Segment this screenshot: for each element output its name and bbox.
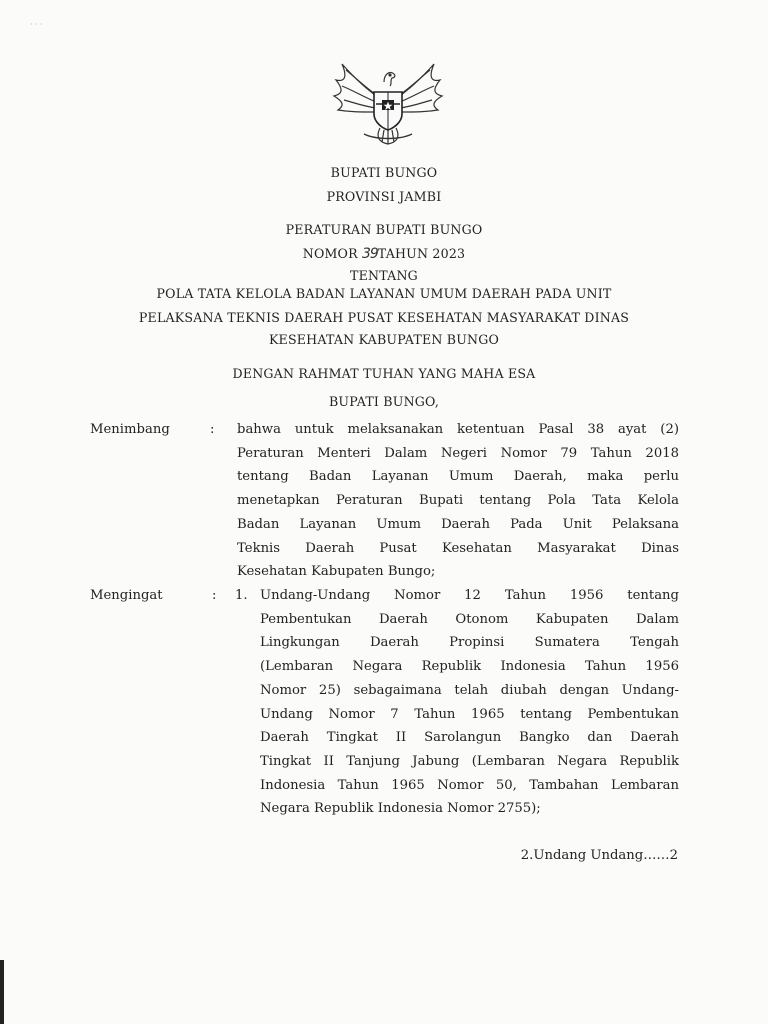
- mengingat-item-text: [260, 584, 679, 821]
- menimbang-line: Kesehatan Kabupaten Bungo;: [237, 564, 436, 580]
- nomor-number: 39: [361, 246, 378, 262]
- mengingat-item-number: 1.: [235, 588, 248, 603]
- mengingat-line: Lingkungan Daerah Propinsi Sumatera Tengah: [260, 635, 679, 651]
- page-continuation-reference: 2.Undang Undang……2: [520, 848, 678, 863]
- mengingat-line: Tingkat II Tanjung Jabung (Lembaran Negara Republik: [260, 753, 679, 769]
- mengingat-line: Daerah Tingkat II Sarolangun Bangko dan Daerah: [260, 730, 679, 746]
- mengingat-line: (Lembaran Negara Republik Indonesia Tahun 1956: [260, 659, 679, 675]
- regulation-subject-line-2: PELAKSANA TEKNIS DAERAH PUSAT KESEHATAN MASYARAKAT DINAS: [138, 310, 630, 325]
- menimbang-line: Peraturan Menteri Dalam Negeri Nomor 79 Tahun 2018: [237, 445, 679, 461]
- scan-edge-shadow: [0, 960, 4, 1024]
- mengingat-line: Negara Republik Indonesia Nomor 2755);: [260, 801, 541, 817]
- menimbang-line: bahwa untuk melaksanakan ketentuan Pasal 38 ayat (2): [237, 422, 679, 437]
- regulation-number-line: [0, 246, 768, 262]
- menimbang-colon: :: [210, 422, 215, 437]
- scan-specks: · · ·: [30, 20, 43, 29]
- regulation-subject-line-3: KESEHATAN KABUPATEN BUNGO: [268, 332, 500, 347]
- menimbang-text: [237, 418, 679, 584]
- nomor-prefix: NOMOR: [302, 246, 362, 261]
- mengingat-line: Undang Nomor 7 Tahun 1965 tentang Pembentukan: [260, 706, 679, 722]
- mengingat-line: Indonesia Tahun 1965 Nomor 50, Tambahan Lembaran: [260, 777, 679, 793]
- menimbang-line: Teknis Daerah Pusat Kesehatan Masyarakat Dinas: [237, 540, 679, 556]
- header-province: PROVINSI JAMBI: [326, 189, 442, 204]
- mengingat-colon: :: [212, 588, 217, 603]
- mengingat-line: Pembentukan Daerah Otonom Kabupaten Dalam: [260, 611, 679, 627]
- menimbang-label: Menimbang: [90, 422, 170, 437]
- garuda-emblem-icon: [330, 56, 446, 148]
- header-regent-title: BUPATI BUNGO: [330, 165, 438, 180]
- mengingat-line: Nomor 25) sebagaimana telah diubah dengan Undang-: [260, 682, 679, 698]
- tentang-heading: TENTANG: [350, 268, 418, 283]
- preamble-blessing: DENGAN RAHMAT TUHAN YANG MAHA ESA: [232, 366, 536, 381]
- menimbang-line: Badan Layanan Umum Daerah Pada Unit Pelaksana: [237, 516, 679, 532]
- mengingat-label: Mengingat: [90, 588, 163, 603]
- regulation-title: PERATURAN BUPATI BUNGO: [285, 222, 483, 237]
- menimbang-line: tentang Badan Layanan Umum Daerah, maka perlu: [237, 469, 679, 485]
- preamble-authority: BUPATI BUNGO,: [328, 394, 440, 409]
- regulation-subject-line-1: POLA TATA KELOLA BADAN LAYANAN UMUM DAERAH PADA UNIT: [156, 286, 612, 301]
- menimbang-line: menetapkan Peraturan Bupati tentang Pola Tata Kelola: [237, 493, 679, 509]
- nomor-suffix: TAHUN 2023: [377, 246, 466, 261]
- mengingat-line: Undang-Undang Nomor 12 Tahun 1956 tentang: [260, 588, 679, 603]
